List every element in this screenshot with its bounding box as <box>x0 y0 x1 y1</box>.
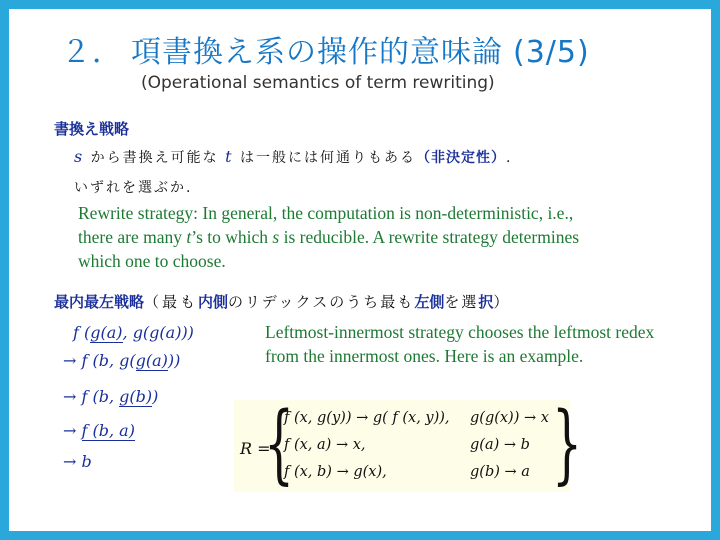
strategy-name: 最内最左戦略 <box>54 293 145 311</box>
redex-4: f (b, a) <box>81 421 135 440</box>
redex-3: g(b) <box>119 387 153 406</box>
nondeterminism-keyword: （非決定性） <box>416 150 507 166</box>
slide-subtitle: (Operational semantics of term rewriting) <box>141 73 495 93</box>
note-c: のリデックスのうち最も <box>228 293 415 311</box>
slide-title <box>61 27 590 71</box>
note-e: を選 <box>444 293 479 311</box>
derivation-step-4: → f (b, a) <box>63 421 135 440</box>
var-t: t <box>225 147 234 166</box>
rule-1a: f (x, g(y)) → g( f (x, y)), <box>284 410 450 426</box>
derivation-step-2: → f (b, g(g(a))) <box>63 351 181 370</box>
note-f: 択 <box>478 293 494 311</box>
section1-english <box>78 201 688 273</box>
var-s: s <box>74 147 85 166</box>
right-brace: } <box>552 394 583 494</box>
derivation-step-5: → b <box>63 452 92 471</box>
rule-2a: f (x, a) → x, <box>284 437 366 453</box>
english-line-2: there are many t’s to which s is reducible. A rewrite strategy determines <box>78 227 580 247</box>
rule-1b: g(g(x)) → x <box>470 410 549 426</box>
derivation-step-1: f (g(a), g(g(a))) <box>73 323 194 342</box>
note-innermost: 内側 <box>198 293 229 311</box>
line1-end: . <box>506 150 513 166</box>
rule-3a: f (x, b) → g(x), <box>284 464 387 480</box>
line1-b: は一般には何通りもある <box>240 150 417 166</box>
redex-1: g(a) <box>90 323 123 342</box>
note-a: （最も <box>144 293 199 311</box>
rules-lhs: R = <box>240 439 271 458</box>
derivation-step-3: → f (b, g(b)) <box>63 387 159 406</box>
note-leftmost: 左側 <box>414 293 445 311</box>
english-line-1: Rewrite strategy: In general, the computation is non-deterministic, i.e., <box>78 203 574 223</box>
rewrite-system-box <box>234 394 583 494</box>
section2-english: Leftmost-innermost strategy chooses the leftmost redex from the innermost ones. Here is an example. <box>265 322 655 366</box>
redex-2: g(a) <box>135 351 168 370</box>
left-brace: { <box>264 394 295 494</box>
title-text: 項書換え系の操作的意味論 <box>131 35 503 70</box>
section1-line1 <box>74 147 512 167</box>
slide <box>9 9 711 531</box>
note-g: ） <box>493 293 509 311</box>
section1-line2: いずれを選ぶか. <box>74 180 193 196</box>
title-number: ２． <box>61 35 123 70</box>
rule-3b: g(b) → a <box>470 464 530 480</box>
rule-2b: g(a) → b <box>470 437 530 453</box>
section1-heading: 書換え戦略 <box>54 120 130 138</box>
english-line-3: which one to choose. <box>78 251 226 271</box>
line1-a: から書換え可能な <box>90 150 219 166</box>
section2-heading <box>54 291 508 312</box>
title-part: (3/5) <box>513 35 590 70</box>
